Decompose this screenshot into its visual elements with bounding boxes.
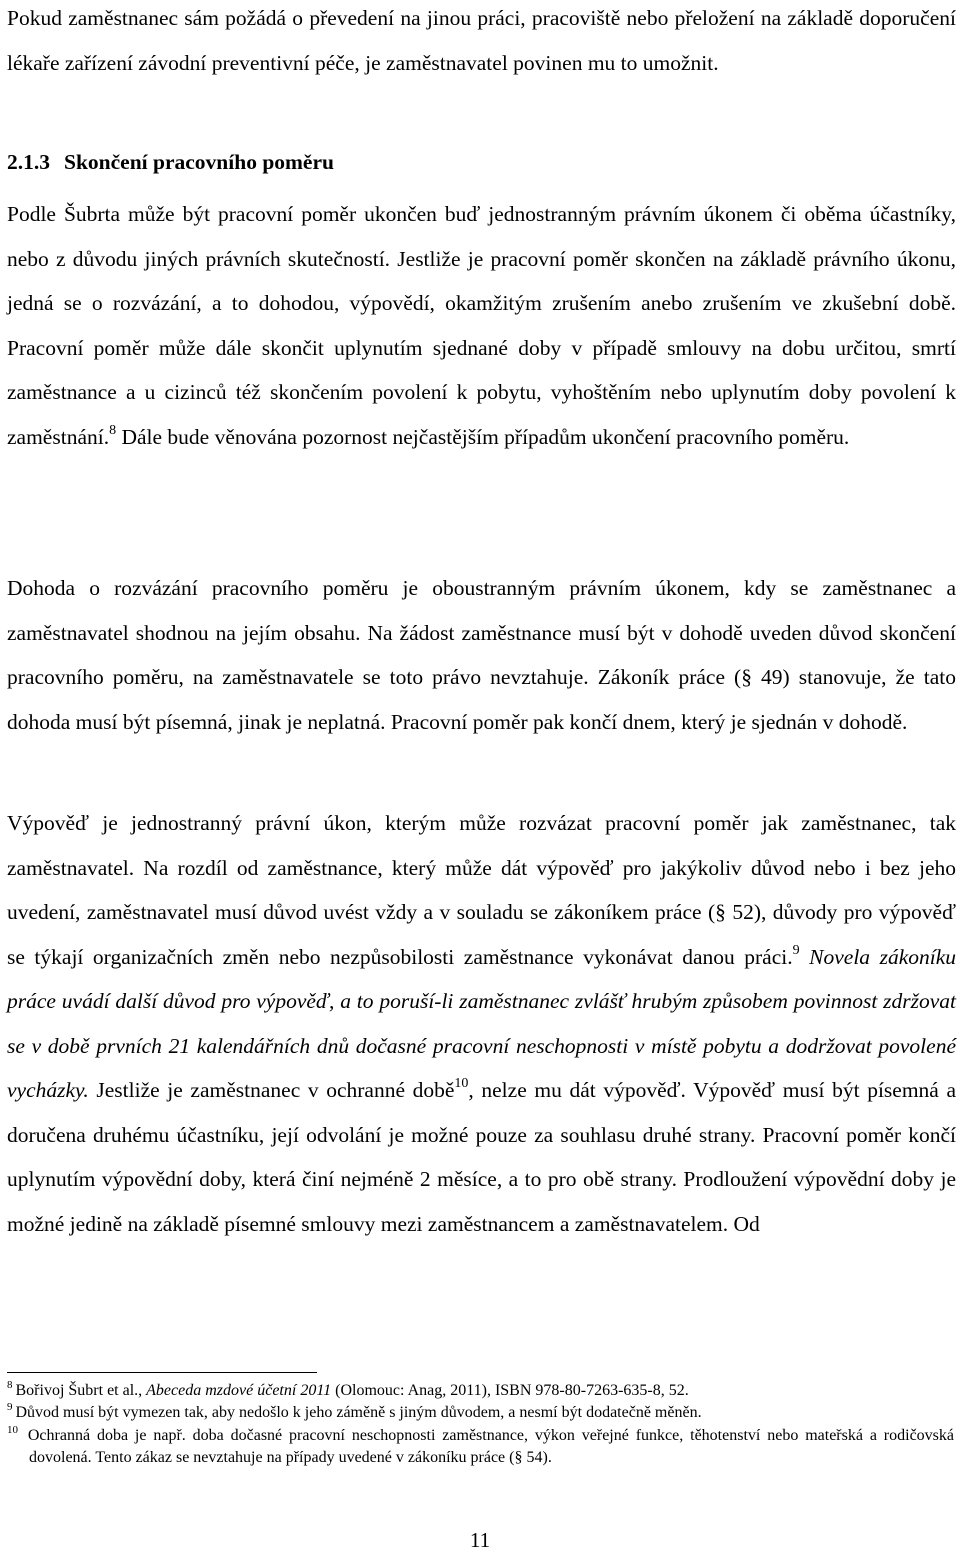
- paragraph-text: Podle Šubrta může být pracovní poměr ukončen buď jednostranným právním úkonem či oběma účastníky, nebo z důvodu jiných právních skutečností. Jestliže je pracovní poměr skončen na základě právního úkonu, jedná se o rozvázání, a to dohodou, výpovědí, okamžitým zrušením anebo zrušením ve zkušební době. Pracovní poměr může dále skončit uplynutím sjednané doby v případě smlouvy na dobu určitou, smrtí zaměstnance a u cizinců též skončením povolení k pobytu, vyhoštěním nebo uplynutím doby povolení k zaměstnání.: [7, 202, 956, 449]
- footnote-separator: [7, 1372, 317, 1373]
- footnote-reference[interactable]: 8: [109, 422, 117, 438]
- section-heading: [7, 140, 334, 184]
- footnote-reference[interactable]: 9: [792, 942, 800, 958]
- footnote-mark: 9: [7, 1401, 13, 1413]
- page-number: 11: [469, 1528, 491, 1552]
- footnote-text: Bořivoj Šubrt et al.,: [15, 1382, 147, 1399]
- footnote-text: Ochranná doba je např. doba dočasné pracovní neschopnosti zaměstnance, výkon veřejné funkce, těhotenství nebo mateřská a rodičovská dovolená. Tento zákaz se nevztahuje na případy uvedené v zákoníku práce (§ 54).: [27, 1427, 954, 1466]
- footnote-10: [7, 1425, 954, 1469]
- section-number: 2.1.3: [7, 150, 50, 174]
- footnote-reference[interactable]: 10: [454, 1076, 469, 1091]
- paragraph-text: Jestliže je zaměstnanec v ochranné době: [88, 1078, 455, 1102]
- footnotes: [7, 1380, 954, 1469]
- footnote-book-title: Abeceda mzdové účetní 2011: [146, 1382, 332, 1399]
- footnote-text: Důvod musí být vymezen tak, aby nedošlo k jeho záměně s jiným důvodem, a nesmí být dodatečně měněn.: [15, 1404, 702, 1421]
- paragraph-text: Výpověď je jednostranný právní úkon, kterým může rozvázat pracovní poměr jak zaměstnanec, tak zaměstnavatel. Na rozdíl od zaměstnance, který může dát výpověď pro jakýkoliv důvod nebo i bez jeho uvedení, zaměstnavatel musí důvod uvést vždy a v souladu se zákoníkem práce (§ 52), důvody pro výpověď se týkají organizačních změn nebo nezpůsobilosti zaměstnance vykonávat danou práci.: [7, 811, 956, 969]
- footnote-mark: 10: [7, 1424, 18, 1436]
- footnote-9: [7, 1402, 954, 1424]
- italic-text: Novela zákoníku práce uvádí další důvod pro výpověď, a to poruší-li zaměstnanec zvlášť hrubým způsobem povinnost zdržovat se v době prvních 21 kalendářních dnů dočasné pracovní neschopnosti v místě pobytu a dodržovat povolené vycházky.: [7, 944, 957, 1102]
- paragraph-text: , nelze mu dát výpověď. Výpověď musí být písemná a doručena druhému účastníku, její odvolání je možné pouze za souhlasu druhé strany. Pracovní poměr končí uplynutím výpovědní doby, která činí nejméně 2 měsíce, a to pro obě strany. Prodloužení výpovědní doby je možné jedině na základě písemné smlouvy mezi zaměstnancem a zaměstnavatelem. Od: [7, 1078, 957, 1236]
- intro-paragraph: Pokud zaměstnanec sám požádá o převedení na jinou práci, pracoviště nebo přeložení na základě doporučení lékaře zařízení závodní preventivní péče, je zaměstnavatel povinen mu to umožnit.: [7, 6, 956, 75]
- footnote-8: [7, 1380, 954, 1402]
- footnote-text: (Olomouc: Anag, 2011), ISBN 978-80-7263-635-8, 52.: [331, 1382, 689, 1399]
- footnote-mark: 8: [7, 1379, 13, 1391]
- paragraph-termination-overview: [7, 192, 956, 459]
- paragraph-agreement: Dohoda o rozvázání pracovního poměru je oboustranným právním úkonem, kdy se zaměstnanec a zaměstnavatel shodnou na jejím obsahu. Na žádost zaměstnance musí být v dohodě uveden důvod skončení pracovního poměru, na zaměstnavatele se toto právo nevztahuje. Zákoník práce (§ 49) stanovuje, že tato dohoda musí být písemná, jinak je neplatná. Pracovní poměr pak končí dnem, který je sjednán v dohodě.: [7, 576, 956, 734]
- section-title: Skončení pracovního poměru: [64, 150, 334, 174]
- paragraph-notice: [7, 801, 956, 1246]
- paragraph-text: Dále bude věnována pozornost nejčastějším případům ukončení pracovního poměru.: [116, 424, 850, 449]
